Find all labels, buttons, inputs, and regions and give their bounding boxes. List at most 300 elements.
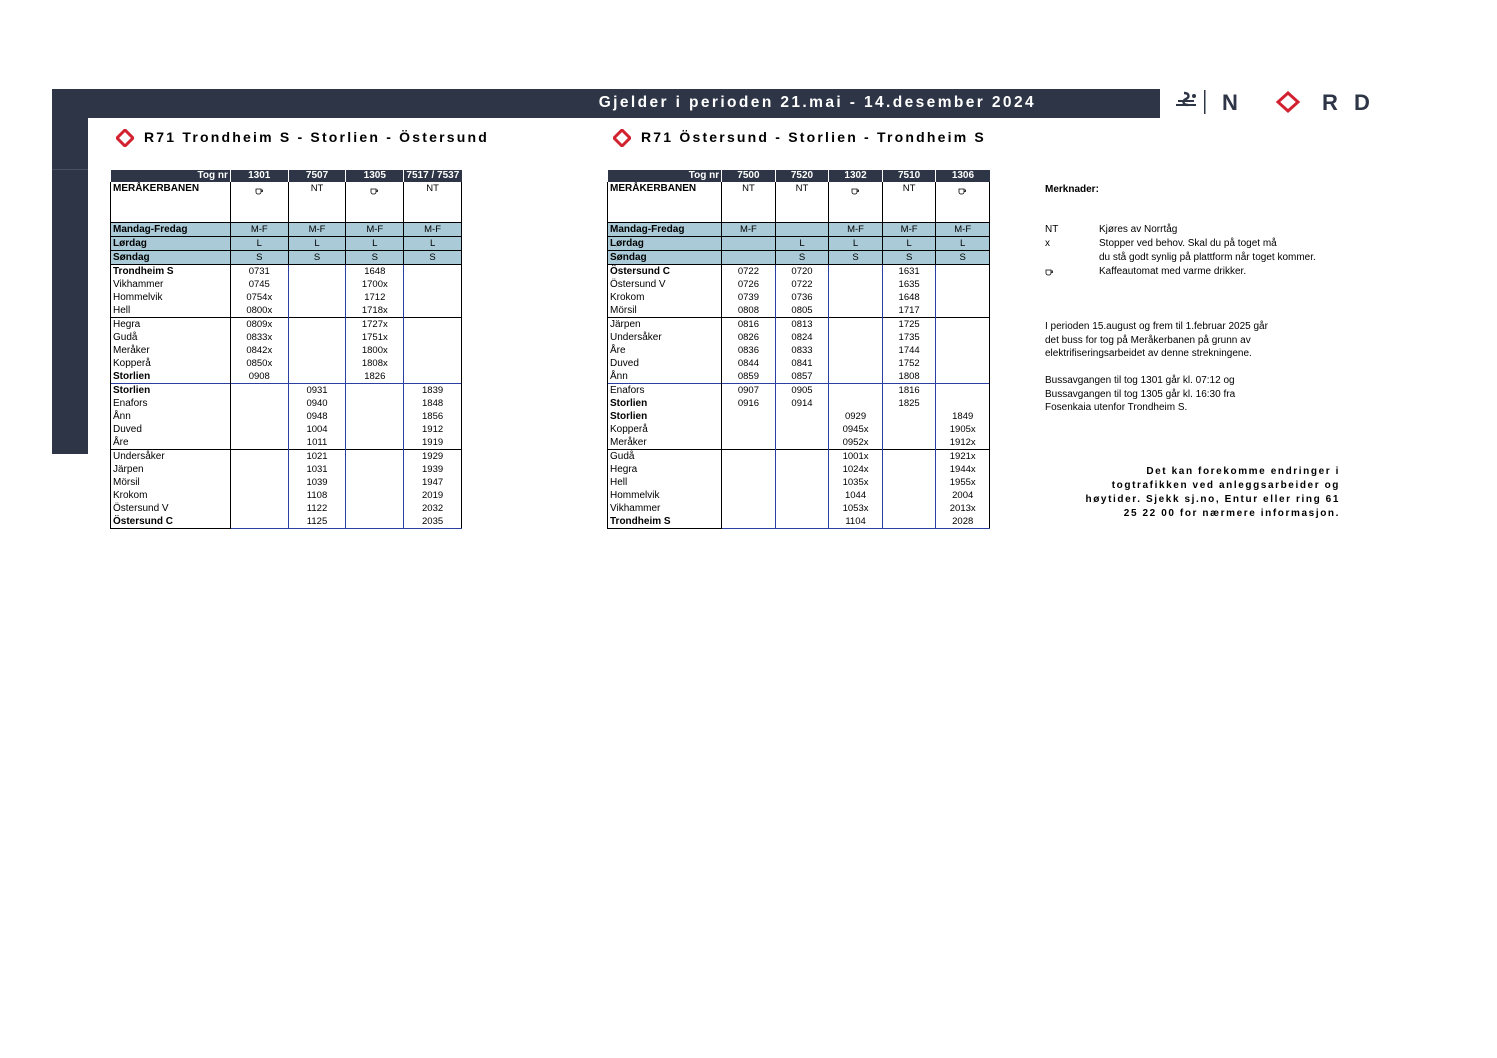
stop-time xyxy=(404,331,462,344)
stop-name: Trondheim S xyxy=(608,515,722,529)
stop-row xyxy=(111,357,462,370)
day-value: S xyxy=(230,251,288,265)
tog-nr-label: Tog nr xyxy=(111,170,231,182)
operator-cell xyxy=(775,182,829,223)
stop-row xyxy=(111,331,462,344)
stop-time xyxy=(722,423,776,436)
stop-time xyxy=(346,515,404,529)
tog-nr-label: Tog nr xyxy=(608,170,722,182)
stop-row xyxy=(608,476,990,489)
stop-time: 1125 xyxy=(288,515,346,529)
stop-time xyxy=(775,476,829,489)
train-number: 1302 xyxy=(829,170,883,182)
stop-time xyxy=(288,278,346,291)
stop-row xyxy=(608,436,990,450)
stop-name: Järpen xyxy=(608,318,722,332)
day-value: M-F xyxy=(230,223,288,237)
stop-time: 1752 xyxy=(882,357,936,370)
operator-code: NT xyxy=(426,183,439,194)
note-text: du stå godt synlig på plattform når toget kommer. xyxy=(1099,252,1316,263)
stop-time xyxy=(346,502,404,515)
stop-time: 0905 xyxy=(775,384,829,398)
stop-time xyxy=(722,436,776,450)
stop-name: Vikhammer xyxy=(111,278,231,291)
day-label: Mandag-Fredag xyxy=(111,223,231,237)
right-route-label: R71 Östersund - Storlien - Trondheim S xyxy=(641,129,986,145)
stop-row xyxy=(111,515,462,529)
day-value: S xyxy=(775,251,829,265)
stop-time: 0745 xyxy=(230,278,288,291)
stop-time: 1955x xyxy=(936,476,990,489)
day-label: Søndag xyxy=(111,251,231,265)
bus-paragraph xyxy=(1045,320,1268,361)
stop-time: 0722 xyxy=(722,265,776,279)
stop-time: 1839 xyxy=(404,384,462,398)
stop-row xyxy=(608,397,990,410)
note-text: Kaffeautomat med varme drikker. xyxy=(1099,266,1247,277)
operator-code: NT xyxy=(310,183,324,194)
stop-time xyxy=(936,304,990,318)
stop-time: 1712 xyxy=(346,291,404,304)
stop-time xyxy=(722,515,776,529)
stop-time xyxy=(404,357,462,370)
stop-row xyxy=(111,410,462,423)
stop-row xyxy=(111,463,462,476)
stop-time: 1808x xyxy=(346,357,404,370)
day-value: M-F xyxy=(882,223,936,237)
train-number: 1306 xyxy=(936,170,990,182)
stop-row xyxy=(608,423,990,436)
stop-row xyxy=(111,291,462,304)
operator-row xyxy=(608,182,990,223)
stop-time: 1856 xyxy=(404,410,462,423)
stop-time: 1635 xyxy=(882,278,936,291)
stop-time xyxy=(230,476,288,489)
stop-name: Kopperå xyxy=(608,423,722,436)
stop-name: Storlien xyxy=(111,370,231,384)
stop-time xyxy=(882,410,936,423)
stop-row xyxy=(608,265,990,279)
train-number: 7507 xyxy=(288,170,346,182)
stop-time: 1825 xyxy=(882,397,936,410)
stop-time: 1031 xyxy=(288,463,346,476)
stop-name: Enafors xyxy=(111,397,231,410)
route-diamond-icon xyxy=(613,129,631,147)
bus-time-line: Bussavgangen til tog 1301 går kl. 07:12 og xyxy=(1045,375,1235,386)
operator-code: NT xyxy=(902,183,916,194)
stop-time: 1921x xyxy=(936,450,990,464)
stop-time: 0816 xyxy=(722,318,776,332)
stop-time xyxy=(288,344,346,357)
day-value: L xyxy=(829,237,883,251)
stop-time xyxy=(288,304,346,318)
operator-row xyxy=(111,182,462,223)
stop-time xyxy=(404,304,462,318)
stop-time xyxy=(404,278,462,291)
stop-time: 1800x xyxy=(346,344,404,357)
bus-line: elektrifiseringsarbeidet av denne strekningene. xyxy=(1045,348,1252,359)
operator-cell xyxy=(722,182,776,223)
stop-name: Hegra xyxy=(608,463,722,476)
stop-time xyxy=(775,502,829,515)
stop-time xyxy=(882,476,936,489)
operator-cell xyxy=(404,182,462,223)
stop-time: 1751x xyxy=(346,331,404,344)
stop-name: Åre xyxy=(111,436,231,450)
stop-row xyxy=(111,265,462,279)
stop-time xyxy=(936,278,990,291)
stop-time xyxy=(288,331,346,344)
stop-name: Meråker xyxy=(111,344,231,357)
stop-time xyxy=(404,344,462,357)
stop-time: 1718x xyxy=(346,304,404,318)
stop-time xyxy=(775,463,829,476)
stop-time: 0948 xyxy=(288,410,346,423)
day-value xyxy=(722,237,776,251)
day-row xyxy=(608,223,990,237)
side-bar xyxy=(52,118,88,454)
warning-line: 25 22 00 for nærmere informasjon. xyxy=(1123,508,1340,519)
line-name: MERÅKERBANEN xyxy=(111,182,231,223)
bus-line: det buss for tog på Meråkerbanen på grunn av xyxy=(1045,334,1251,346)
operator-code: NT xyxy=(795,183,809,194)
stop-row xyxy=(608,291,990,304)
stop-name: Storlien xyxy=(608,397,722,410)
stop-time xyxy=(230,384,288,398)
stop-time: 0929 xyxy=(829,410,883,423)
stop-name: Östersund C xyxy=(111,515,231,529)
stop-time: 0813 xyxy=(775,318,829,332)
stop-name: Krokom xyxy=(111,489,231,502)
right-route-title xyxy=(613,129,986,147)
stop-name: Krokom xyxy=(608,291,722,304)
stop-time: 0908 xyxy=(230,370,288,384)
train-number-row xyxy=(608,170,990,182)
stop-name: Östersund V xyxy=(111,502,231,515)
left-route-title xyxy=(116,129,489,147)
stop-time: 0931 xyxy=(288,384,346,398)
day-value: L xyxy=(288,237,346,251)
timetable-right xyxy=(607,170,990,529)
operator-cell xyxy=(882,182,936,223)
stop-time xyxy=(288,357,346,370)
stop-time xyxy=(936,331,990,344)
stop-time: 2028 xyxy=(936,515,990,529)
stop-time xyxy=(404,265,462,279)
stop-row xyxy=(111,397,462,410)
stop-time xyxy=(346,410,404,423)
stop-time: 1035x xyxy=(829,476,883,489)
stop-time: 1053x xyxy=(829,502,883,515)
stop-time: 1808 xyxy=(882,370,936,384)
change-warning xyxy=(1076,465,1340,521)
stop-time: 2032 xyxy=(404,502,462,515)
stop-time xyxy=(775,515,829,529)
stop-time xyxy=(936,291,990,304)
stop-time xyxy=(288,265,346,279)
stop-time xyxy=(230,450,288,464)
note-text: Stopper ved behov. Skal du på toget må xyxy=(1099,238,1277,249)
stop-time: 0916 xyxy=(722,397,776,410)
stop-time xyxy=(829,265,883,279)
line-name: MERÅKERBANEN xyxy=(608,182,722,223)
stop-time xyxy=(829,304,883,318)
stop-time xyxy=(230,436,288,450)
stop-row xyxy=(111,502,462,515)
stop-time xyxy=(882,515,936,529)
stop-name: Järpen xyxy=(111,463,231,476)
day-value: S xyxy=(882,251,936,265)
stop-time: 1744 xyxy=(882,344,936,357)
stop-time xyxy=(346,450,404,464)
stop-time: 1816 xyxy=(882,384,936,398)
stop-name: Hommelvik xyxy=(608,489,722,502)
day-value: M-F xyxy=(346,223,404,237)
stop-time xyxy=(936,397,990,410)
operator-code: NT xyxy=(742,183,755,194)
stop-row xyxy=(111,304,462,318)
stop-name: Duved xyxy=(111,423,231,436)
stop-time: 1108 xyxy=(288,489,346,502)
cafe-icon xyxy=(958,188,967,195)
stop-time: 1929 xyxy=(404,450,462,464)
stop-time: 1735 xyxy=(882,331,936,344)
note-text: Kjøres av Norrtåg xyxy=(1099,224,1178,235)
stop-time xyxy=(404,291,462,304)
stop-time xyxy=(936,265,990,279)
stop-time xyxy=(230,515,288,529)
stop-time xyxy=(775,423,829,436)
stop-name: Storlien xyxy=(608,410,722,423)
cafe-icon xyxy=(255,188,264,195)
stop-time: 2019 xyxy=(404,489,462,502)
stop-time: 1912 xyxy=(404,423,462,436)
day-value: L xyxy=(404,237,462,251)
stop-time: 1004 xyxy=(288,423,346,436)
stop-time: 0844 xyxy=(722,357,776,370)
day-value: S xyxy=(829,251,883,265)
stop-time xyxy=(346,463,404,476)
stop-name: Storlien xyxy=(111,384,231,398)
stop-time: 1648 xyxy=(882,291,936,304)
stop-time xyxy=(346,397,404,410)
stop-name: Hell xyxy=(608,476,722,489)
stop-row xyxy=(608,344,990,357)
notes-heading: Merknader: xyxy=(1045,184,1099,195)
stop-time: 1849 xyxy=(936,410,990,423)
stop-time xyxy=(346,476,404,489)
stop-time xyxy=(722,476,776,489)
stop-time: 0720 xyxy=(775,265,829,279)
stop-row xyxy=(111,476,462,489)
stop-row xyxy=(111,370,462,384)
stop-name: Östersund C xyxy=(608,265,722,279)
stop-time: 1021 xyxy=(288,450,346,464)
train-number-row xyxy=(111,170,462,182)
stop-time: 1011 xyxy=(288,436,346,450)
stop-time: 0952x xyxy=(829,436,883,450)
warning-line: togtrafikken ved anleggsarbeider og xyxy=(1111,480,1340,491)
stop-time xyxy=(346,436,404,450)
day-value: M-F xyxy=(288,223,346,237)
stop-time: 0824 xyxy=(775,331,829,344)
day-label: Lørdag xyxy=(111,237,231,251)
train-number: 7510 xyxy=(882,170,936,182)
day-label: Mandag-Fredag xyxy=(608,223,722,237)
stop-name: Duved xyxy=(608,357,722,370)
stop-name: Gudå xyxy=(111,331,231,344)
stop-time xyxy=(882,450,936,464)
day-value: S xyxy=(936,251,990,265)
stop-time: 0859 xyxy=(722,370,776,384)
stop-row xyxy=(111,450,462,464)
stop-time xyxy=(882,463,936,476)
stop-time xyxy=(722,450,776,464)
stop-time: 1631 xyxy=(882,265,936,279)
stop-time xyxy=(775,436,829,450)
stop-time xyxy=(404,370,462,384)
stop-time xyxy=(936,370,990,384)
operator-cell xyxy=(936,182,990,223)
stop-time: 0800x xyxy=(230,304,288,318)
stop-row xyxy=(111,278,462,291)
stop-time xyxy=(936,318,990,332)
stop-time: 0808 xyxy=(722,304,776,318)
sj-logo-icon xyxy=(1176,93,1196,105)
sidebar-divider xyxy=(52,169,88,170)
stop-time: 1024x xyxy=(829,463,883,476)
stop-time: 1700x xyxy=(346,278,404,291)
timetable-left xyxy=(110,170,462,529)
stop-name: Vikhammer xyxy=(608,502,722,515)
day-value: S xyxy=(404,251,462,265)
stop-time: 0940 xyxy=(288,397,346,410)
stop-time: 1044 xyxy=(829,489,883,502)
stop-row xyxy=(608,370,990,384)
day-row xyxy=(608,251,990,265)
stop-time: 0842x xyxy=(230,344,288,357)
stop-row xyxy=(608,318,990,332)
stop-time xyxy=(288,370,346,384)
stop-time: 1648 xyxy=(346,265,404,279)
stop-time: 1039 xyxy=(288,476,346,489)
note-key: x xyxy=(1045,238,1050,249)
stop-time xyxy=(829,357,883,370)
stop-time: 0726 xyxy=(722,278,776,291)
stop-row xyxy=(608,278,990,291)
stop-name: Meråker xyxy=(608,436,722,450)
operator-cell xyxy=(288,182,346,223)
stop-time: 2004 xyxy=(936,489,990,502)
stop-time: 1944x xyxy=(936,463,990,476)
note-key: NT xyxy=(1045,224,1059,235)
stop-time xyxy=(775,450,829,464)
stop-row xyxy=(111,318,462,332)
stop-name: Ånn xyxy=(111,410,231,423)
stop-time xyxy=(230,423,288,436)
left-route-label: R71 Trondheim S - Storlien - Östersund xyxy=(144,129,489,145)
stop-row xyxy=(111,489,462,502)
day-value: L xyxy=(230,237,288,251)
bus-time-line: Bussavgangen til tog 1305 går kl. 16:30 fra xyxy=(1045,388,1236,400)
stop-time xyxy=(882,436,936,450)
stop-name: Kopperå xyxy=(111,357,231,370)
stop-time: 1919 xyxy=(404,436,462,450)
stop-time: 0754x xyxy=(230,291,288,304)
stop-name: Mörsil xyxy=(111,476,231,489)
stop-time: 0850x xyxy=(230,357,288,370)
period-title: Gjelder i perioden 21.mai - 14.desember 2024 xyxy=(598,94,1036,111)
stop-time xyxy=(288,291,346,304)
stop-time: 0805 xyxy=(775,304,829,318)
operator-cell xyxy=(230,182,288,223)
day-label: Søndag xyxy=(608,251,722,265)
stop-time xyxy=(936,344,990,357)
stop-time: 0826 xyxy=(722,331,776,344)
stop-time: 0833 xyxy=(775,344,829,357)
stop-name: Undersåker xyxy=(111,450,231,464)
stop-time xyxy=(346,384,404,398)
train-number: 1305 xyxy=(346,170,404,182)
train-number: 7520 xyxy=(775,170,829,182)
bus-time-line: Fosenkaia utenfor Trondheim S. xyxy=(1045,402,1188,413)
stop-name: Ånn xyxy=(608,370,722,384)
day-value: S xyxy=(346,251,404,265)
stop-time: 0736 xyxy=(775,291,829,304)
stop-time: 0836 xyxy=(722,344,776,357)
stop-time: 1122 xyxy=(288,502,346,515)
stop-time xyxy=(722,489,776,502)
day-value xyxy=(775,223,829,237)
stop-row xyxy=(608,515,990,529)
stop-time: 1848 xyxy=(404,397,462,410)
stop-time: 0914 xyxy=(775,397,829,410)
svg-text:D: D xyxy=(1354,90,1370,115)
bus-times xyxy=(1045,374,1235,415)
stop-time xyxy=(829,291,883,304)
day-label: Lørdag xyxy=(608,237,722,251)
stop-name: Mörsil xyxy=(608,304,722,318)
stop-time xyxy=(936,357,990,370)
warning-line: Det kan forekomme endringer i xyxy=(1146,466,1340,477)
stop-time: 2035 xyxy=(404,515,462,529)
stop-time xyxy=(230,489,288,502)
stop-time xyxy=(230,397,288,410)
stop-time xyxy=(404,318,462,332)
stop-time: 0809x xyxy=(230,318,288,332)
stop-time xyxy=(775,410,829,423)
header-bar xyxy=(52,89,1160,118)
stop-row xyxy=(608,502,990,515)
stop-name: Hegra xyxy=(111,318,231,332)
stop-row xyxy=(608,304,990,318)
stop-time xyxy=(230,463,288,476)
stop-name: Undersåker xyxy=(608,331,722,344)
day-row xyxy=(111,237,462,251)
operator-cell xyxy=(346,182,404,223)
stop-time xyxy=(722,502,776,515)
nord-logo xyxy=(1172,87,1382,117)
stop-time: 1104 xyxy=(829,515,883,529)
stop-name: Hell xyxy=(111,304,231,318)
stop-time xyxy=(829,318,883,332)
stop-time: 1939 xyxy=(404,463,462,476)
stop-time xyxy=(230,410,288,423)
stop-time: 0857 xyxy=(775,370,829,384)
day-value: S xyxy=(288,251,346,265)
day-value: M-F xyxy=(829,223,883,237)
train-number: 7517 / 7537 xyxy=(404,170,462,182)
